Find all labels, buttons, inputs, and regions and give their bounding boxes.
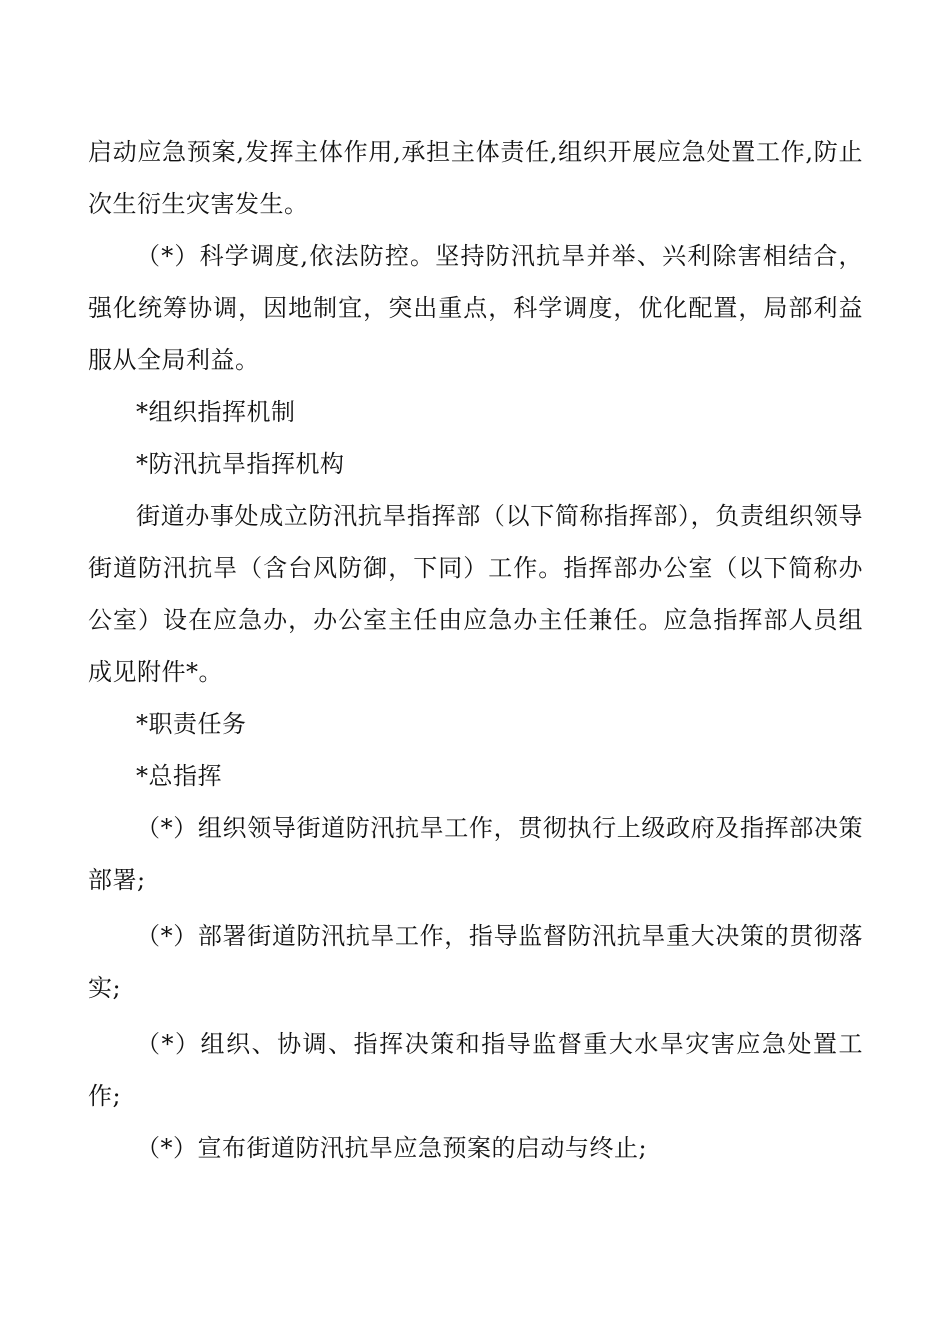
heading-duties: *职责任务 [136,710,247,738]
duty-item-1: （*）组织领导街道防汛抗旱工作，贯彻执行上级政府及指挥部决策部署; [88,814,863,894]
heading-commander-in-chief: *总指挥 [136,762,222,790]
duty-item-2: （*）部署街道防汛抗旱工作，指导监督防汛抗旱重大决策的贯彻落实; [88,922,863,1002]
duty-item-3: （*）组织、协调、指挥决策和指导监督重大水旱灾害应急处置工作; [88,1030,863,1110]
duty-item-4: （*）宣布街道防汛抗旱应急预案的启动与终止; [136,1134,648,1162]
paragraph-scientific-dispatch: （*）科学调度,依法防控。坚持防汛抗旱并举、兴利除害相结合，强化统筹协调，因地制宜，突出重点，科学调度，优化配置，局部利益服从全局利益。 [88,242,863,374]
heading-command-organization: *防汛抗旱指挥机构 [136,450,345,478]
paragraph-command-headquarters: 街道办事处成立防汛抗旱指挥部（以下简称指挥部），负责组织领导街道防汛抗旱（含台风防御，下同）工作。指挥部办公室（以下简称办公室）设在应急办，办公室主任由应急办主任兼任。应急指挥部人员组成见附件*。 [88,502,863,686]
heading-command-mechanism: *组织指挥机制 [136,398,296,426]
paragraph-continuation: 启动应急预案,发挥主体作用,承担主体责任,组织开展应急处置工作,防止次生衍生灾害发生。 [88,138,863,218]
